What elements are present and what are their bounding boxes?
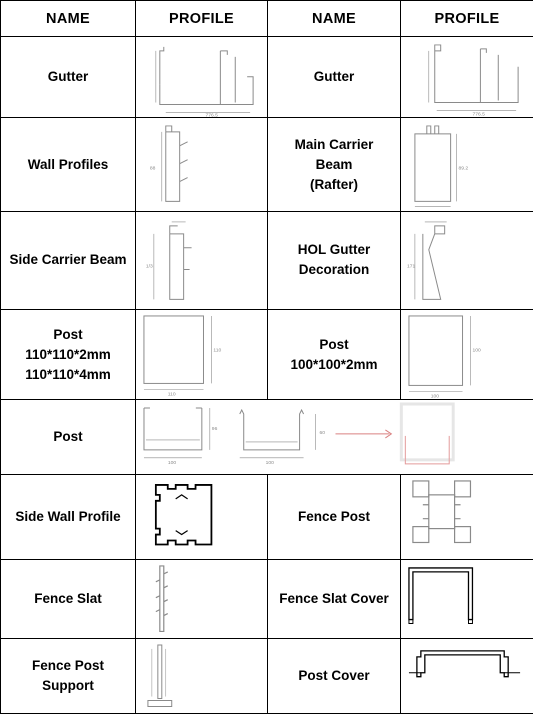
name-line: Post: [3, 325, 133, 345]
name-line: Post Cover: [270, 666, 398, 686]
name-line: Gutter: [3, 67, 133, 87]
name-cell: [1, 211, 136, 309]
svg-text:776.5: 776.5: [205, 112, 218, 117]
name-line: Side Wall Profile: [3, 507, 133, 527]
gutter-profile-drawing-alt: [401, 37, 533, 118]
table-row: [1, 309, 533, 399]
name-cell: [268, 560, 401, 638]
header-profile-right: PROFILE: [401, 1, 533, 37]
header-name-left: NAME: [1, 1, 136, 37]
table-row: [1, 400, 533, 475]
name-cell: [268, 475, 401, 560]
name-line: Post: [3, 427, 133, 447]
name-line: Fence Post: [3, 656, 133, 676]
svg-text:100: 100: [266, 460, 275, 466]
name-line: Fence Slat: [3, 589, 133, 609]
wall-profile-drawing: [136, 118, 268, 211]
name-cell: [268, 638, 401, 713]
svg-text:171: 171: [407, 263, 416, 269]
name-line: Main Carrier: [270, 135, 398, 155]
name-line: Decoration: [270, 260, 398, 280]
name-line: Support: [3, 676, 133, 696]
name-cell: [1, 37, 136, 118]
name-line: Fence Post: [270, 507, 398, 527]
fence-post-support-drawing: [136, 638, 268, 713]
post-cover-shape: [401, 638, 533, 713]
side-carrier-beam-drawing: [136, 211, 268, 309]
svg-text:88: 88: [150, 166, 156, 172]
gutter-profile-drawing: [136, 37, 268, 118]
name-cell: [1, 118, 136, 211]
fence-slat-cover-shape: [401, 560, 533, 638]
name-cell: [268, 211, 401, 309]
name-line: 110*110*4mm: [3, 365, 133, 385]
svg-text:100: 100: [431, 393, 440, 399]
name-line: Side Carrier Beam: [3, 250, 133, 270]
table-row: [1, 638, 533, 713]
post-110-drawing: [136, 309, 268, 399]
svg-text:776.5: 776.5: [472, 111, 485, 117]
table-row: [1, 37, 533, 118]
svg-text:110: 110: [168, 391, 176, 397]
header-profile-left: PROFILE: [136, 1, 268, 37]
svg-text:89.2: 89.2: [459, 166, 469, 172]
post-100-drawing: [401, 309, 533, 399]
header-row: [1, 1, 533, 37]
fence-slat-drawing: [136, 560, 268, 638]
name-cell: [1, 400, 136, 475]
name-line: HOL Gutter: [270, 240, 398, 260]
svg-text:110: 110: [213, 348, 221, 354]
name-line: 110*110*2mm: [3, 345, 133, 365]
name-cell: [1, 638, 136, 713]
svg-text:100: 100: [168, 460, 177, 466]
name-cell: [268, 309, 401, 399]
name-cell: [1, 560, 136, 638]
name-cell: [268, 37, 401, 118]
name-cell: [1, 309, 136, 399]
main-carrier-beam-drawing: [401, 118, 533, 211]
post-sections-with-arrow-drawing: [136, 400, 533, 475]
name-line: (Rafter): [270, 175, 398, 195]
table-row: [1, 560, 533, 638]
name-line: Gutter: [270, 67, 398, 87]
name-line: 100*100*2mm: [270, 355, 398, 375]
fence-post-shape: [401, 475, 533, 560]
header-name-right: NAME: [268, 1, 401, 37]
name-cell: [268, 118, 401, 211]
name-line: Wall Profiles: [3, 155, 133, 175]
name-line: Post: [270, 335, 398, 355]
name-line: Beam: [270, 155, 398, 175]
table-row: [1, 118, 533, 211]
hol-gutter-decoration-drawing: [401, 211, 533, 309]
svg-text:60: 60: [320, 430, 326, 436]
svg-text:1/3: 1/3: [146, 263, 153, 269]
name-line: Fence Slat Cover: [270, 589, 398, 609]
table-row: [1, 475, 533, 560]
name-cell: [1, 475, 136, 560]
svg-text:100: 100: [472, 348, 481, 354]
table-row: [1, 211, 533, 309]
side-wall-profile-shape: [136, 475, 268, 560]
svg-text:96: 96: [212, 426, 218, 432]
